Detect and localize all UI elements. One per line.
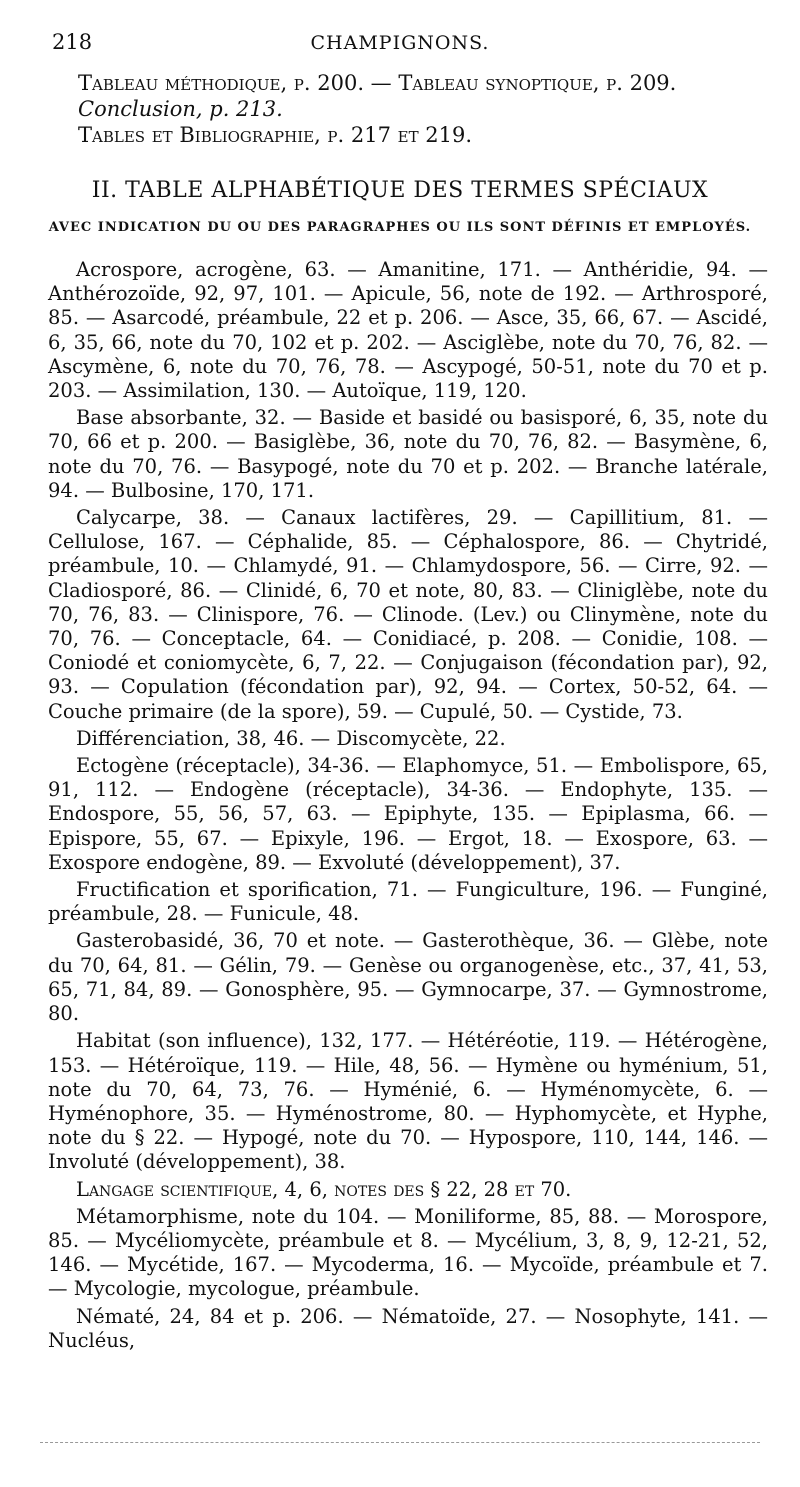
table-of-contents (78, 70, 768, 148)
running-title: CHAMPIGNONS. (310, 32, 490, 54)
index-entry-f: Fructification et sporification, 71. — Fungiculture, 196. — Funginé, préambule, 28. — Funicule, 48. (48, 878, 768, 926)
section-title: II. TABLE ALPHABÉTIQUE DES TERMES SPÉCIAUX (91, 178, 709, 203)
index-entry-n: Nématé, 24, 84 et p. 206. — Nématoïde, 27. — Nosophyte, 141. — Nucléus, (48, 1304, 768, 1352)
page-number: 218 (52, 30, 93, 54)
index-entry-b: Base absorbante, 32. — Baside et basidé ou basisporé, 6, 35, note du 70, 66 et p. 200. — Basiglèbe, 36, note du 70, 76, 82. — Basymène, 6, note du 70, 76. — Basypogé, note du 70 et p. 202. — Branche latérale, 94. — Bulbosine, 170, 171. (48, 406, 768, 502)
index-entry-l: Langage scientifique, 4, 6, notes des § 22, 28 et 70. (76, 1177, 572, 1201)
toc-line: Conclusion, p. 213. (78, 97, 283, 121)
index-entry-e: Ectogène (réceptacle), 34-36. — Elaphomyce, 51. — Embolispore, 65, 91, 112. — Endogène (réceptacle), 34-36. — Endophyte, 135. — Endospore, 55, 56, 57, 63. — Epiphyte, 135. — Epiplasma, 66. — Epispore, 55, 67. — Epixyle, 196. — Ergot, 18. — Exospore, 63. — Exospore endogène, 89. — Exvoluté (développement), 37. (48, 754, 768, 874)
footer-dotted-rule (40, 1442, 760, 1447)
index-entry-a: Acrospore, acrogène, 63. — Amanitine, 171. — Anthéridie, 94. — Anthérozoïde, 92, 97, 101. — Apicule, 56, note de 192. — Arthrosporé, 85. — Asarcodé, préambule, 22 et p. 206. — Asce, 35, 66, 67. — Ascidé, 6, 35, 66, note du 70, 102 et p. 202. — Asciglèbe, note du 70, 76, 82. — Ascymène, 6, note du 70, 76, 78. — Ascypogé, 50-51, note du 70 et p. 203. — Assimilation, 130. — Autoïque, 119, 120. (48, 258, 768, 403)
index-entry-h: Habitat (son influence), 132, 177. — Hétéréotie, 119. — Hétérogène, 153. — Hétéroïque, 119. — Hile, 48, 56. — Hymène ou hyménium, 51, note du 70, 64, 73, 76. — Hyménié, 6. — Hyménomycète, 6. — Hyménophore, 35. — Hyménostrome, 80. — Hyphomycète, et Hyphe, note du § 22. — Hypogé, note du 70. — Hypospore, 110, 144, 146. — Involuté (développement), 38. (48, 1029, 768, 1174)
index-entry-d-1: Différenciation, 38, 46. — Discomycète, 22. (76, 726, 506, 750)
index-entry-g: Gasterobasidé, 36, 70 et note. — Gasterothèque, 36. — Glèbe, note du 70, 64, 81. — Gélin, 79. — Genèse ou organogenèse, etc., 37, 41, 53, 65, 71, 84, 89. — Gonosphère, 95. — Gymnocarpe, 37. — Gymnostrome, 80. (48, 929, 768, 1026)
toc-line: Tableau méthodique, p. 200. — Tableau synoptique, p. 209. (78, 71, 677, 95)
page-header (0, 30, 800, 60)
index-entry-m: Métamorphisme, note du 104. — Moniliforme, 85, 88. — Morospore, 85. — Mycéliomycète, préambule et 8. — Mycélium, 3, 8, 9, 12-21, 52, 146. — Mycétide, 167. — Mycoderma, 16. — Mycoïde, préambule et 7. — Mycologie, mycologue, préambule. (48, 1204, 768, 1301)
section-subtitle: AVEC INDICATION DU OU DES PARAGRAPHES OU ILS SONT DÉFINIS ET EMPLOYÉS. (48, 220, 752, 235)
toc-line: Tables et Bibliographie, p. 217 et 219. (78, 123, 473, 147)
alphabetical-index (48, 258, 768, 1356)
index-entry-c: Calycarpe, 38. — Canaux lactifères, 29. — Capillitium, 81. — Cellulose, 167. — Céphalide, 85. — Céphalospore, 86. — Chytridé, préambule, 10. — Chlamydé, 91. — Chlamydospore, 56. — Cirre, 92. — Cladiosporé, 86. — Clinidé, 6, 70 et note, 80, 83. — Cliniglèbe, note du 70, 76, 83. — Clinispore, 76. — Clinode. (Lev.) ou Clinymène, note du 70, 76. — Conceptacle, 64. — Conidiacé, p. 208. — Conidie, 108. — Coniodé et coniomycète, 6, 7, 22. — Conjugaison (fécondation par), 92, 93. — Copulation (fécondation par), 92, 94. — Cortex, 50-52, 64. — Couche primaire (de la spore), 59. — Cupulé, 50. — Cystide, 73. (48, 506, 768, 723)
